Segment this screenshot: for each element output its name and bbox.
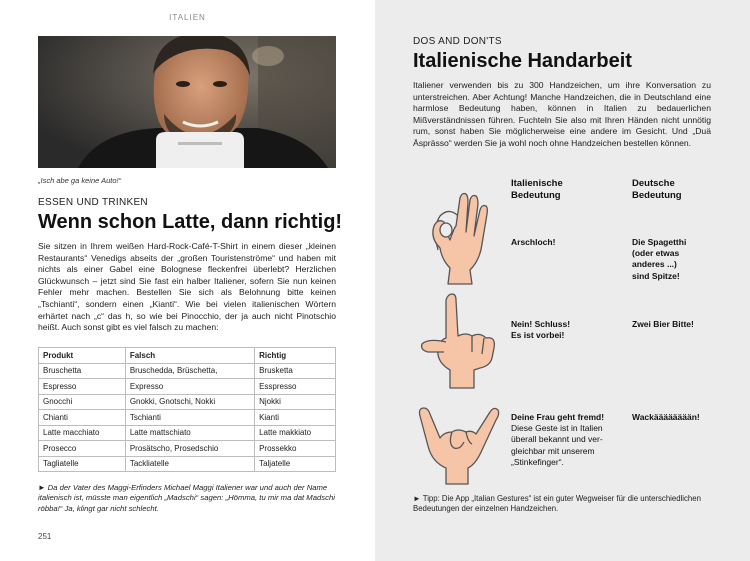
column-header-line: Italienische xyxy=(511,178,563,189)
table-cell: Expresso xyxy=(125,379,254,395)
column-header-italian xyxy=(511,178,563,201)
gesture-2-italian-line: Nein! Schluss! xyxy=(511,319,571,329)
table-cell: Gnokki, Gnotschi, Nokki xyxy=(125,394,254,410)
column-header-line: Deutsche xyxy=(632,178,675,189)
gesture-1-german-line: Die Spagetthi xyxy=(632,237,687,247)
table-cell: Bruschedda, Brüschetta, xyxy=(125,363,254,379)
table-row xyxy=(39,363,336,379)
table-cell: Brusketta xyxy=(255,363,336,379)
horns-hand-icon xyxy=(410,396,502,486)
article-body: Sie sitzen in Ihrem weißen Hard-Rock-Café-T-Shirt in einem dieser „kleinen Restaurants“ Venedigs abseits der „großen Touristenströme“ und haben mit nichts als einer Gabel eine Bolognese fleckenfrei überlebt? Herzlichen Glückwunsch – jetzt sind Sie fast ein halber Italiener, sofern Sie nun keinen Fehler mehr machen. Bestellen Sie sich als Belohnung bitte keinen „Tschianti“, sondern einen „Kianti“. Wie bei vielen italienischen Wörtern erhärtet nach „c“ das h, so wie bei Pinocchio, der ja auch nicht Pinotschio heißt. Auch sonst gibt es viel falsch zu machen: xyxy=(38,241,336,333)
table-row xyxy=(39,394,336,410)
column-header-line: Bedeutung xyxy=(511,189,561,201)
gesture-3-italian-meaning: Deine Frau geht fremd! xyxy=(511,412,605,422)
app-tip-text: Tipp: Die App „Italian Gestures“ ist ein guter Wegweiser für die unterschiedlichen Bedeutungen der einzelnen Handzeichen. xyxy=(413,494,701,514)
table-header-row xyxy=(39,348,336,364)
table-cell: Tschianti xyxy=(125,410,254,426)
gesture-1-german-line: anderes ...) xyxy=(632,259,677,270)
gesture-1-german-line: (oder etwas xyxy=(632,248,680,259)
table-cell: Prosecco xyxy=(39,441,126,457)
ok-hand-icon xyxy=(410,188,502,288)
table-cell: Gnocchi xyxy=(39,394,126,410)
gesture-2-german xyxy=(632,319,694,330)
pronunciation-table xyxy=(38,347,336,472)
l-hand-icon xyxy=(410,292,502,392)
column-header-line: Bedeutung xyxy=(632,189,682,201)
photo-caption: „Isch abe ga keine Auto!“ xyxy=(38,176,122,185)
gesture-3-italian-line: gleichbar mit unserem xyxy=(511,445,595,456)
article-title: Wenn schon Latte, dann richtig! xyxy=(38,211,343,233)
gesture-3-italian-line: Diese Geste ist in Italien xyxy=(511,423,603,434)
gesture-2-german-meaning: Zwei Bier Bitte! xyxy=(632,319,694,329)
table-cell: Tackliatelle xyxy=(125,456,254,472)
gesture-3-italian-line: überall bekannt und ver- xyxy=(511,434,603,445)
table-cell: Esspresso xyxy=(255,379,336,395)
gesture-1-italian-meaning: Arschloch! xyxy=(511,237,556,247)
table-row xyxy=(39,441,336,457)
running-head: ITALIEN xyxy=(169,13,206,22)
table-row xyxy=(39,425,336,441)
table-cell: Chianti xyxy=(39,410,126,426)
table-cell: Latte mattschiato xyxy=(125,425,254,441)
table-cell: Prosätscho, Prosedschio xyxy=(125,441,254,457)
table-cell: Latte makkiato xyxy=(255,425,336,441)
table-cell: Espresso xyxy=(39,379,126,395)
gesture-1-german-line: sind Spitze! xyxy=(632,270,680,281)
portrait-image xyxy=(38,36,336,168)
page-number: 251 xyxy=(38,532,52,541)
triangle-bullet-icon: ► xyxy=(38,483,46,492)
section-kicker: ESSEN UND TRINKEN xyxy=(38,197,148,208)
gesture-2-italian xyxy=(511,319,570,341)
maggi-note xyxy=(38,483,336,514)
table-row xyxy=(39,410,336,426)
table-cell: Kianti xyxy=(255,410,336,426)
table-cell: Taljatelle xyxy=(255,456,336,472)
table-header-cell: Falsch xyxy=(125,348,254,364)
table-cell: Tagliatelle xyxy=(39,456,126,472)
gesture-1-german xyxy=(632,237,686,282)
article-body-right: Italiener verwenden bis zu 300 Handzeichen, um ihre Konversation zu unterstreichen. Aber Achtung! Manche Handzeichen, die in Deutschland eine harmlose Bedeutung haben, können in Italien zu bedauerlichen Mißverständnissen führen. Fuchteln Sie also mit Ihren Händen nicht unnötig rum, sonst haben Sie möglicherweise eine andere im Gesicht. Und „Duä Äsprässo“ werden Sie ja wohl noch ohne Handzeichen bestellen können. xyxy=(413,80,711,148)
gesture-1-italian xyxy=(511,237,555,248)
table-cell: Njokki xyxy=(255,394,336,410)
article-title-right: Italienische Handarbeit xyxy=(413,50,632,72)
app-tip xyxy=(413,494,711,515)
maggi-note-text: Da der Vater des Maggi-Erfinders Michael Maggi Italiener war und auch der Name italienisch ist, müsste man eigentlich „Madschi“ sagen: „Hömma, tu mir ma dat Madschi röbba!“ Ja, klingt gar nicht schlecht. xyxy=(38,483,335,513)
table-row xyxy=(39,456,336,472)
gesture-3-italian-line: „Stinkefinger“. xyxy=(511,456,564,467)
gesture-2-italian-line: Es ist vorbei! xyxy=(511,330,565,341)
table-cell: Prossekko xyxy=(255,441,336,457)
table-header-cell: Produkt xyxy=(39,348,126,364)
table-header-cell: Richtig xyxy=(255,348,336,364)
gesture-3-german xyxy=(632,412,700,423)
gesture-3-german-meaning: Wackääääääään! xyxy=(632,412,700,422)
gesture-3-italian xyxy=(511,412,604,468)
triangle-bullet-icon: ► xyxy=(413,494,421,503)
table-cell: Bruschetta xyxy=(39,363,126,379)
section-kicker-right: DOS AND DON'TS xyxy=(413,36,502,47)
man-portrait-photo xyxy=(38,36,336,168)
column-header-german xyxy=(632,178,682,201)
table-cell: Latte macchiato xyxy=(39,425,126,441)
table-row xyxy=(39,379,336,395)
